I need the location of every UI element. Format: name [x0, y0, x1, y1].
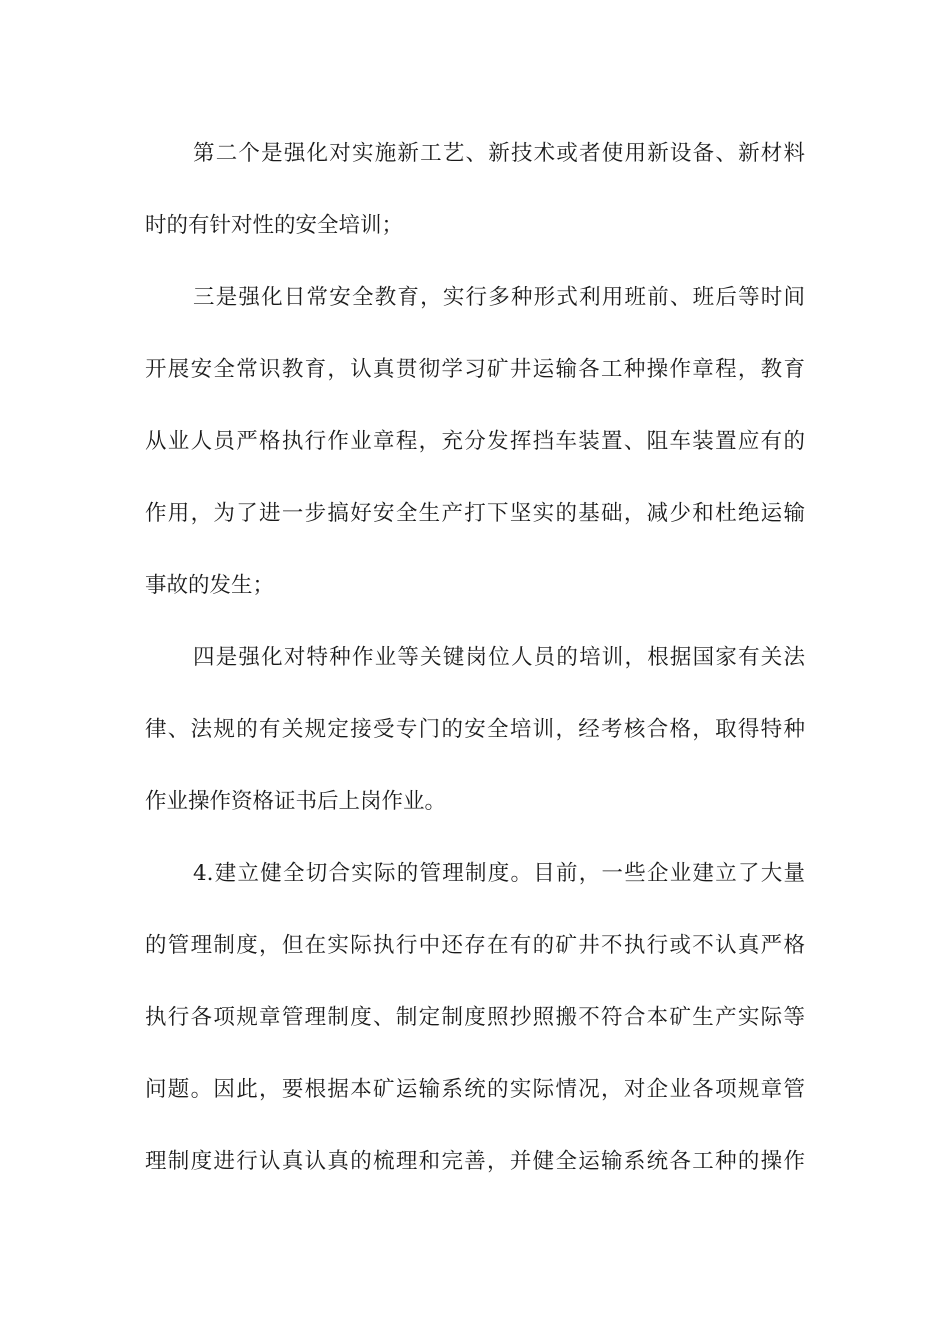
- paragraph-line: 的管理制度，但在实际执行中还存在有的矿井不执行或不认真严格: [145, 933, 805, 958]
- paragraph-line: 第二个是强化对实施新工艺、新技术或者使用新设备、新材料: [193, 141, 805, 166]
- paragraph-line: 作业操作资格证书后上岗作业。: [145, 789, 447, 814]
- paragraph-line: 执行各项规章管理制度、制定制度照抄照搬不符合本矿生产实际等: [145, 1005, 805, 1030]
- paragraph-line: 问题。因此，要根据本矿运输系统的实际情况，对企业各项规章管: [145, 1077, 805, 1102]
- paragraph-line: 理制度进行认真认真的梳理和完善，并健全运输系统各工种的操作: [145, 1149, 805, 1174]
- paragraph-line: 事故的发生；: [145, 573, 275, 598]
- paragraph-line: 4.建立健全切合实际的管理制度。目前，一些企业建立了大量: [193, 861, 805, 886]
- paragraph-line: 开展安全常识教育，认真贯彻学习矿井运输各工种操作章程，教育: [145, 357, 805, 382]
- paragraph-line: 四是强化对特种作业等关键岗位人员的培训，根据国家有关法: [193, 645, 805, 670]
- paragraph-line: 律、法规的有关规定接受专门的安全培训，经考核合格，取得特种: [145, 717, 805, 742]
- paragraph-line: 从业人员严格执行作业章程，充分发挥挡车装置、阻车装置应有的: [145, 429, 805, 454]
- paragraph-line: 时的有针对性的安全培训；: [145, 213, 404, 238]
- paragraph-line: 三是强化日常安全教育，实行多种形式利用班前、班后等时间: [193, 285, 805, 310]
- paragraph-line: 作用，为了进一步搞好安全生产打下坚实的基础，减少和杜绝运输: [145, 501, 805, 526]
